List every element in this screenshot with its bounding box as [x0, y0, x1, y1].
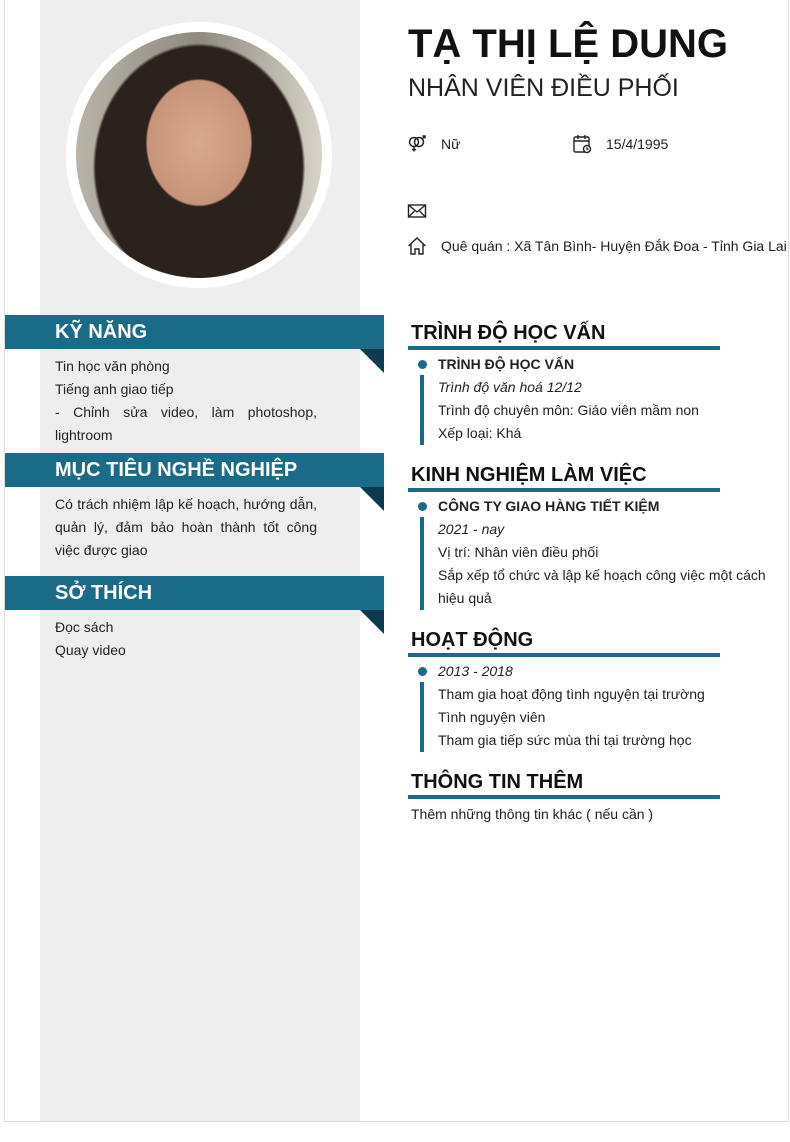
bullet-dot — [418, 360, 427, 369]
hobby-item: Đọc sách — [55, 619, 114, 635]
calendar-icon — [572, 134, 592, 154]
job-title: NHÂN VIÊN ĐIỀU PHỐI — [408, 74, 679, 102]
gender-value: Nữ — [441, 136, 461, 152]
hobbies-list — [55, 616, 317, 662]
activities-heading: HOẠT ĐỘNG — [408, 625, 720, 657]
hobby-item: Quay video — [55, 642, 126, 658]
entry-line: Sắp xếp tổ chức và lập kế hoạch công việc một cách hiệu quả — [438, 567, 766, 606]
gender-icon — [407, 134, 427, 154]
birthday-value: 15/4/1995 — [606, 136, 669, 152]
timeline-bar — [420, 517, 424, 610]
entry-line: Tham gia tiếp sức mùa thi tại trường học — [438, 732, 692, 748]
entry-period: 2013 - 2018 — [438, 663, 513, 679]
gender-info — [407, 134, 460, 154]
home-icon — [407, 236, 427, 256]
full-name: TẠ THỊ LỆ DUNG — [408, 22, 728, 66]
entry-line: Tham gia hoạt động tình nguyện tại trường — [438, 686, 705, 702]
entry-line: Vị trí: Nhân viên điều phối — [438, 544, 599, 560]
hometown-info — [407, 236, 787, 256]
timeline-bar — [420, 375, 424, 445]
experience-heading: KINH NGHIỆM LÀM VIỆC — [408, 460, 720, 492]
email-info — [407, 201, 441, 221]
objective-heading: MỤC TIÊU NGHỀ NGHIỆP — [5, 453, 384, 487]
hometown-value: Quê quán : Xã Tân Bình- Huyện Đắk Đoa - Tỉnh Gia Lai — [441, 238, 787, 254]
ribbon-fold — [360, 349, 384, 373]
skill-item: Tiếng anh giao tiếp — [55, 381, 174, 397]
education-entry — [418, 353, 778, 445]
additional-heading: THÔNG TIN THÊM — [408, 767, 720, 799]
birthday-info — [572, 134, 668, 154]
objective-text: Có trách nhiệm lập kế hoạch, hướng dẫn, quản lý, đảm bảo hoàn thành tốt công việc được giao — [55, 496, 317, 558]
ribbon-fold — [360, 487, 384, 511]
entry-line: Trình độ chuyên môn: Giáo viên mầm non — [438, 402, 699, 418]
bullet-dot — [418, 502, 427, 511]
ribbon-fold — [360, 610, 384, 634]
experience-entry — [418, 495, 778, 610]
timeline-bar — [420, 682, 424, 752]
hobbies-heading: SỞ THÍCH — [5, 576, 384, 610]
entry-line: Xếp loại: Khá — [438, 425, 522, 441]
entry-period: 2021 - nay — [438, 521, 505, 537]
bullet-dot — [418, 667, 427, 676]
entry-period: Trình độ văn hoá 12/12 — [438, 379, 582, 395]
entry-line: Tình nguyện viên — [438, 709, 546, 725]
skills-heading: KỸ NĂNG — [5, 315, 384, 349]
entry-heading: CÔNG TY GIAO HÀNG TIẾT KIỆM — [438, 498, 660, 514]
mail-icon — [407, 201, 427, 221]
education-heading: TRÌNH ĐỘ HỌC VẤN — [408, 318, 720, 350]
profile-photo — [76, 32, 322, 278]
activities-entry — [418, 660, 778, 752]
skill-item: Tin học văn phòng — [55, 358, 170, 374]
skills-list — [55, 355, 317, 447]
skill-item: - Chỉnh sửa video, làm photoshop, lightroom — [55, 404, 317, 443]
additional-text: Thêm những thông tin khác ( nếu cần ) — [411, 806, 654, 822]
avatar — [66, 22, 332, 288]
entry-heading: TRÌNH ĐỘ HỌC VẤN — [438, 356, 575, 372]
